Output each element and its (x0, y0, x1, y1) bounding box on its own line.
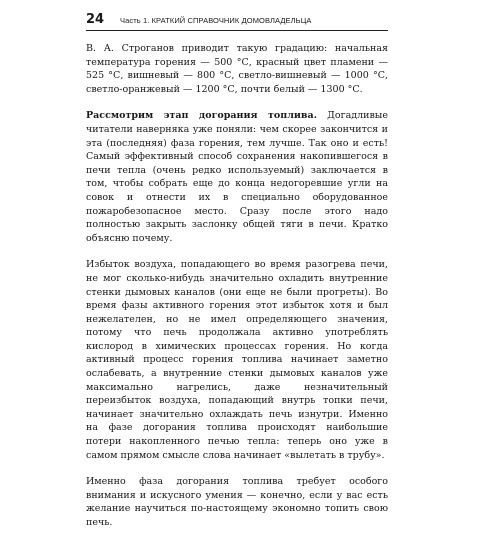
paragraph-lead-heading: Рассмотрим этап догорания топлива. (86, 110, 317, 122)
running-head (86, 12, 388, 31)
chapter-title: Часть 1. КРАТКИЙ СПРАВОЧНИК ДОМОВЛАДЕЛЬЦА (120, 16, 312, 25)
paragraph-excess-air: Избыток воздуха, попадающего во время разогрева печи, не мог сколько-нибудь значительно охладить внутренние стенки дымовых каналов (они еще не были прогреты). Во время фазы активного горения этот избыток хотя и был нежелателен, но не имел определяющего значения, потому что печь продолжала активно употреблять кислород в химических процессах горения. Но когда активный процесс горения топлива начинает заметно ослабевать, а внутренние стенки дымовых каналов уже максимально нагрелись, даже незначительный переизбыток воздуха, попадающий внутрь топки печи, начинает значительно охлаждать печь изнутри. Именно на фазе догорания топлива происходят наибольшие потери накопленного печью тепла: теперь оно уже в самом прямом смысле слова начинает «вылетать в трубу». (86, 259, 388, 461)
paragraph-temperature-gradation: В. А. Строганов приводит такую градацию: начальная температура горения — 500 °С, красный цвет пламени — 525 °С, вишневый — 800 °С, светло-вишневый — 1000 °С, светло-оранжевый — 1200 °С, почти белый — 1300 °С. (86, 43, 388, 95)
page-number: 24 (86, 12, 105, 27)
book-page (86, 12, 388, 543)
paragraph-burnout-stage (86, 109, 388, 245)
paragraph-body: Догадливые читатели наверняка уже поняли: чем скорее закончится и эта (последняя) фаза горения, тем лучше. Так оно и есть! Самый эффективный способ сохранения накопившегося в печи тепла (очень редко используемый) заключается в том, чтобы собрать еще до конца недогоревшие угли на совок и отнести их в специально оборудованное пожаробезопасное место. Сразу после этого надо полностью закрыть заслонку общей тяги в печи. Кратко объясню почему. (86, 110, 388, 244)
paragraph-conclusion: Именно фаза догорания топлива требует особого внимания и искусного умения — конечно, если у вас есть желание научиться по-настоящему экономно топить свою печь. (86, 476, 388, 528)
